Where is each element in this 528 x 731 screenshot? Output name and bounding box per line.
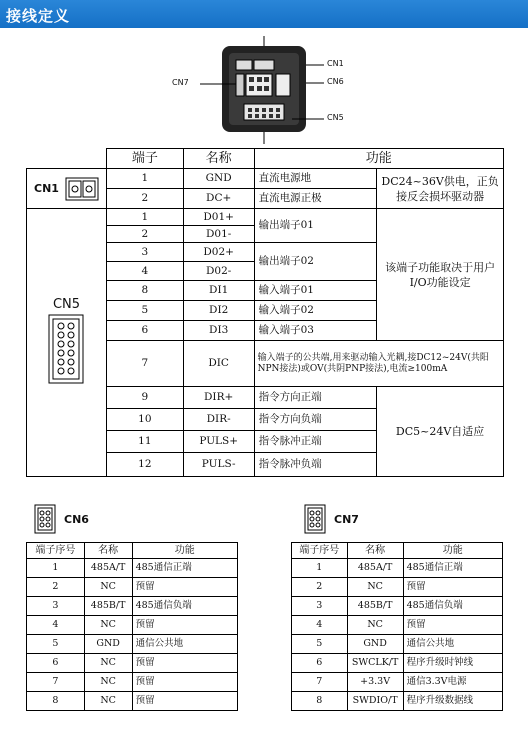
table-row: 1 485A/T 485通信正端 [27, 559, 238, 578]
io-note: 该端子功能取决于用户I/O功能设定 [377, 209, 504, 341]
pulse-note: DC5~24V自适应 [377, 387, 504, 477]
table-row: 12 PULS- 指令脉冲负端 [27, 453, 504, 477]
table-row: 6 NC 预留 [27, 654, 238, 673]
table-header-row [27, 149, 504, 169]
table-row: 5 GND 通信公共地 [27, 635, 238, 654]
table-row: 2 NC 预留 [292, 578, 503, 597]
table-row: 8 DI1 输入端子01 [27, 281, 504, 301]
table-row: 11 PULS+ 指令脉冲正端 [27, 431, 504, 453]
header-pin: 端子 [106, 149, 183, 169]
table-row: 2 DC+ 直流电源正极 [27, 189, 504, 209]
cn7-connector-icon [304, 504, 326, 534]
table-row: 4 NC 预留 [292, 616, 503, 635]
terminal-table [26, 148, 504, 477]
table-row: 3 D02+ 输出端子02 [27, 243, 504, 262]
table-row: 5 GND 通信公共地 [292, 635, 503, 654]
cn1-label: CN1 [34, 182, 59, 195]
page-title: 接线定义 [6, 7, 71, 25]
table-row: 3 485B/T 485通信负端 [27, 597, 238, 616]
table-row: 6 SWCLK/T 程序升级时钟线 [292, 654, 503, 673]
table-row: 4 D02- [27, 262, 504, 281]
table-row: 3 485B/T 485通信负端 [292, 597, 503, 616]
device-diagram [0, 30, 528, 148]
cn6-label: CN6 [64, 512, 89, 526]
table-header-row: 端子序号 名称 功能 [292, 543, 503, 559]
cn1-callout: CN1 [327, 59, 344, 68]
table-row: CN1 1 GND 直流电源地 DC24~36V供电，正负接反会损坏驱动器 [27, 169, 504, 189]
cn6-callout: CN6 [327, 77, 344, 86]
cn5-label: CN5 [52, 296, 81, 312]
table-row: 6 DI3 输入端子03 [27, 321, 504, 341]
table-row: 4 NC 预留 [27, 616, 238, 635]
title-banner [0, 0, 528, 28]
cn5-connector-icon [48, 314, 84, 384]
table-row: 8 SWDIO/T 程序升级数据线 [292, 692, 503, 711]
table-row: CN5 1 D01+ 输出端子01 该端子功能取决于用户I/O功能设定 [27, 209, 504, 226]
cn1-connector-icon [65, 177, 99, 201]
table-row: 1 485A/T 485通信正端 [292, 559, 503, 578]
table-header-row: 端子序号 名称 功能 [27, 543, 238, 559]
cn7-callout: CN7 [172, 78, 189, 87]
table-row: 8 NC 预留 [27, 692, 238, 711]
table-row: 2 D01- [27, 226, 504, 243]
table-row: 9 DIR+ 指令方向正端 DC5~24V自适应 [27, 387, 504, 409]
table-row: 2 NC 预留 [27, 578, 238, 597]
cn6-table [26, 542, 238, 711]
table-row: 10 DIR- 指令方向负端 [27, 409, 504, 431]
cn5-cell [27, 209, 107, 477]
cn5-callout: CN5 [327, 113, 344, 122]
header-function: 功能 [254, 149, 503, 169]
cn7-heading [304, 504, 359, 534]
header-name: 名称 [183, 149, 254, 169]
cn7-table [291, 542, 503, 711]
cn1-cell [27, 169, 107, 209]
cn6-connector-icon [34, 504, 56, 534]
table-row: 5 DI2 输入端子02 [27, 301, 504, 321]
table-row: 7 DIC 输入端子的公共端,用来驱动输入光耦,接DC12~24V(共阳NPN接法)或OV(共阴PNP接法),电流≥100mA [27, 341, 504, 387]
table-row: 7 NC 预留 [27, 673, 238, 692]
device-drawing [0, 30, 528, 148]
cn6-heading [34, 504, 89, 534]
cn7-label: CN7 [334, 512, 359, 526]
cn1-note: DC24~36V供电，正负接反会损坏驱动器 [377, 169, 504, 209]
table-row: 7 +3.3V 通信3.3V电源 [292, 673, 503, 692]
